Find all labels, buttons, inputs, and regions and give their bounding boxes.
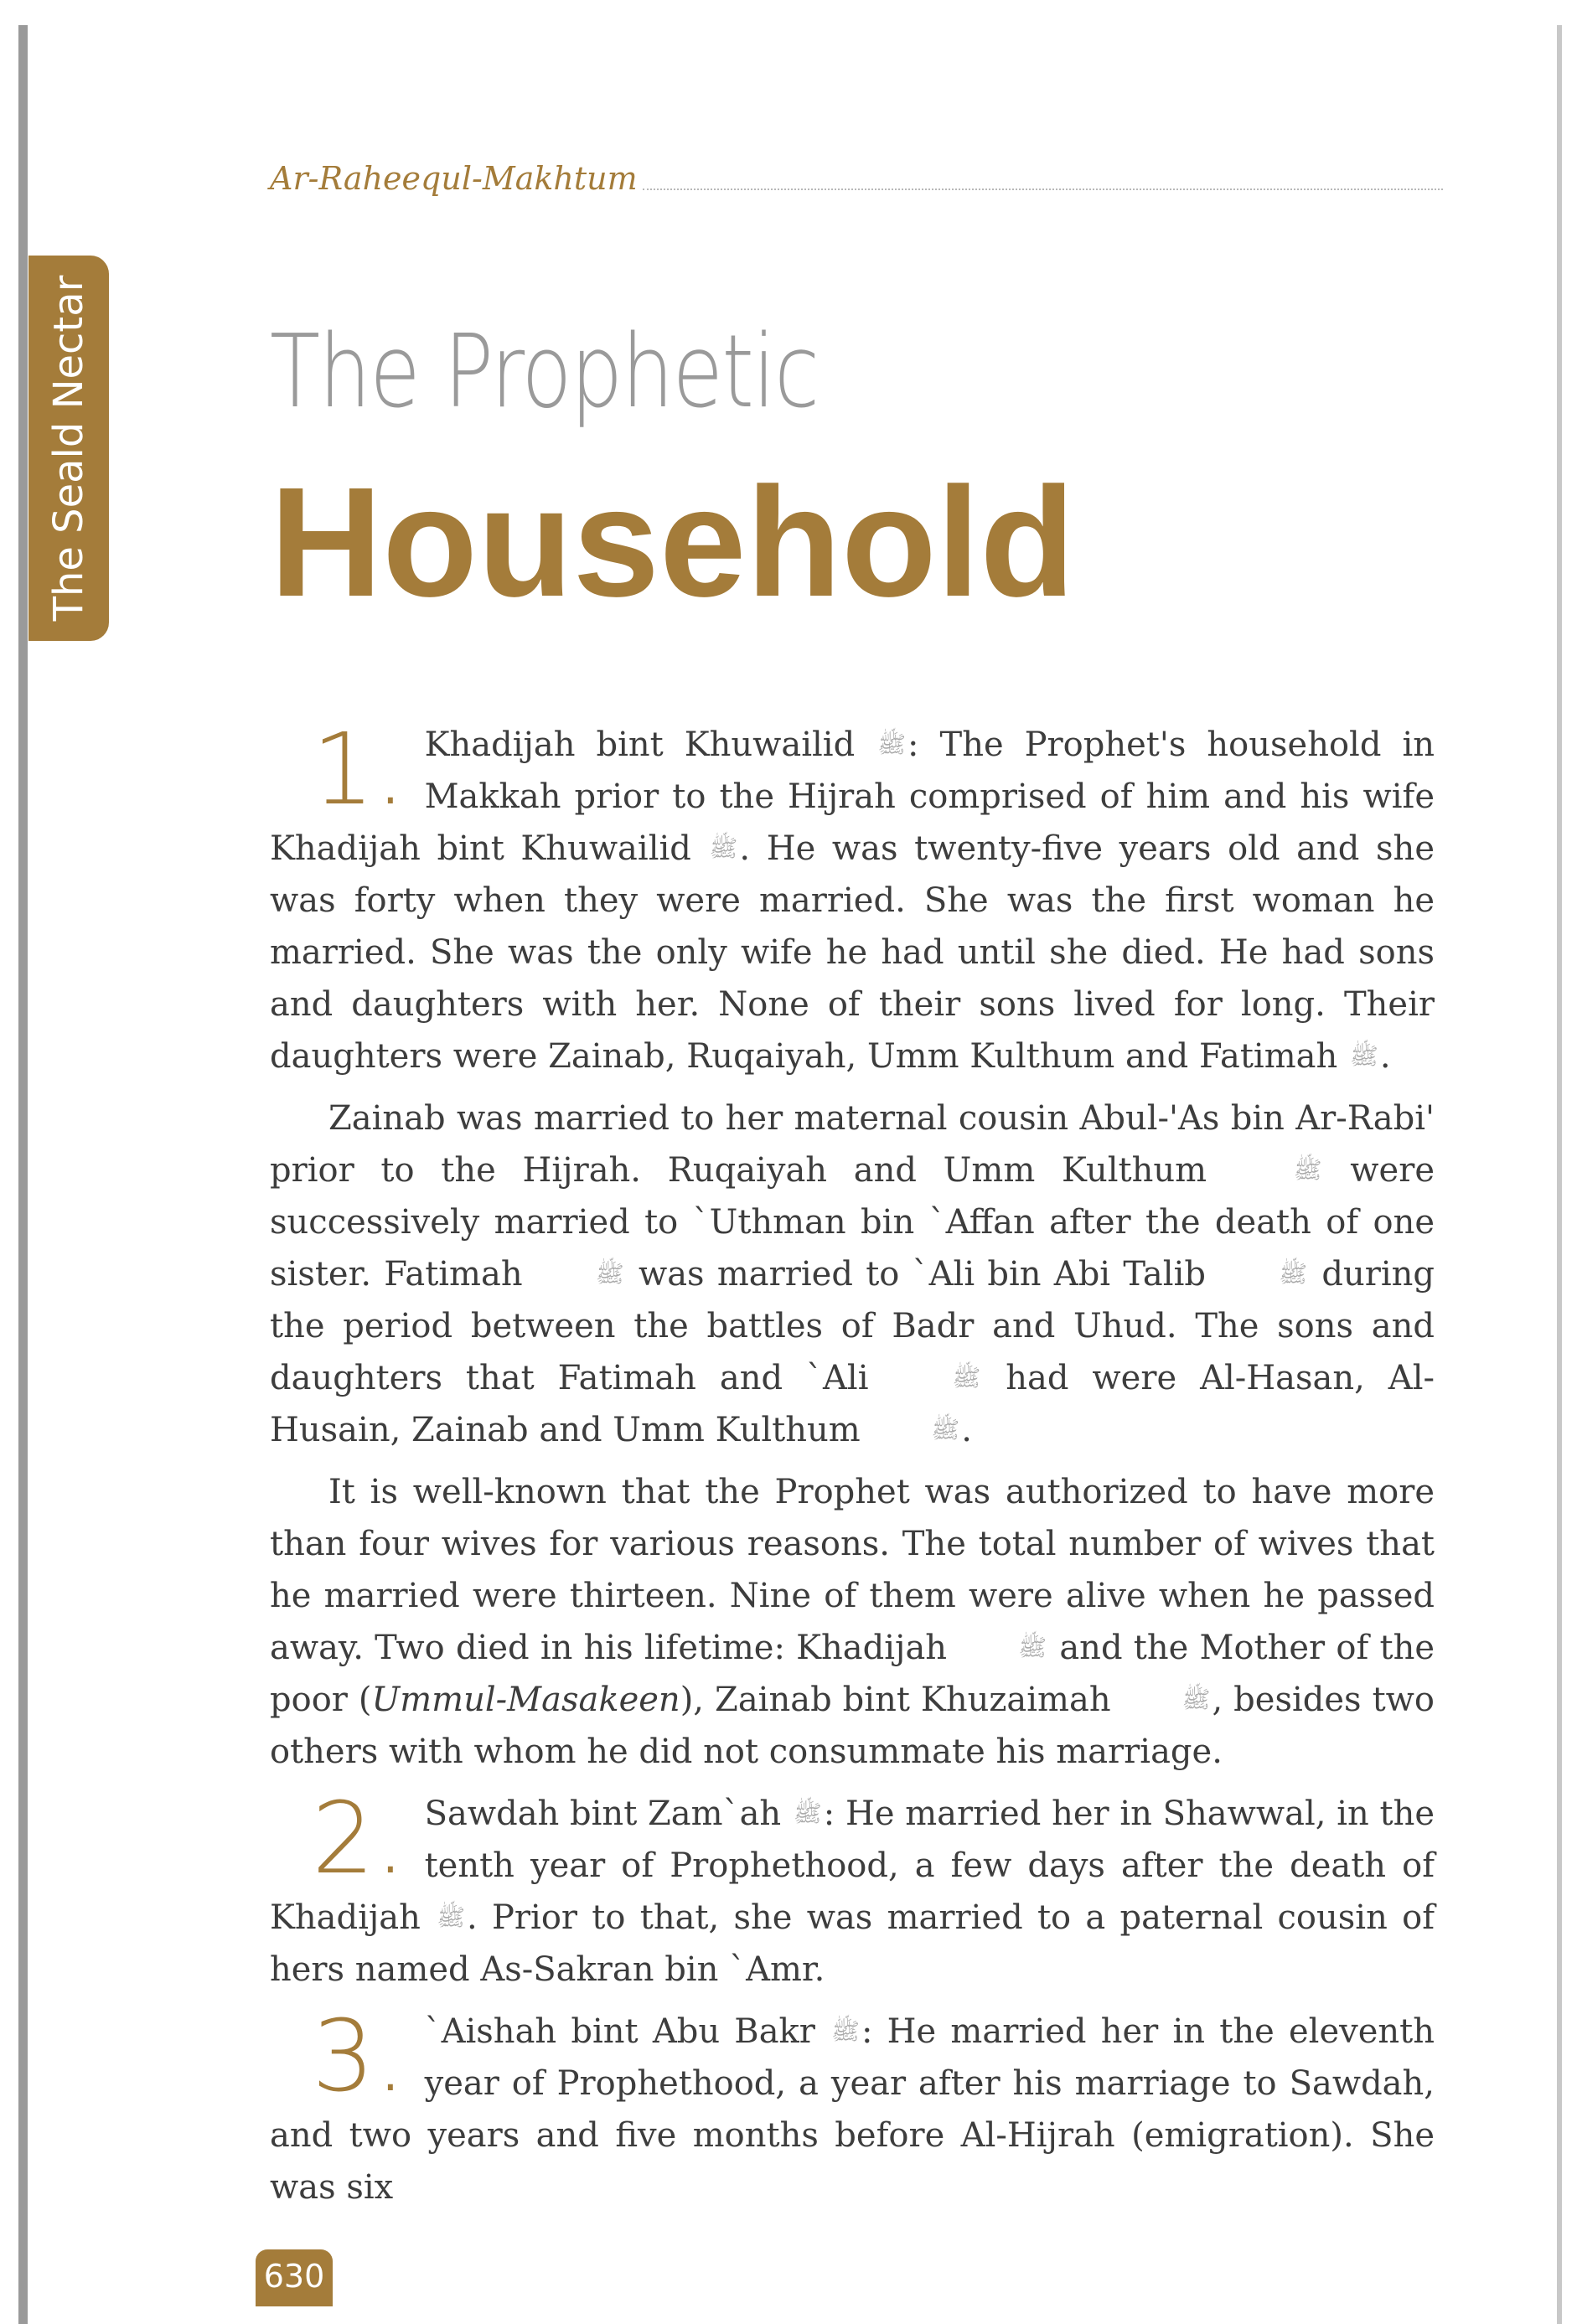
text-run: ), Zainab bint Khuzaimah [680, 1681, 1122, 1719]
honorific-icon: ﷺ [437, 1903, 466, 1931]
honorific-icon: ﷺ [931, 1416, 960, 1443]
section-number: 3. [312, 1998, 406, 2114]
honorific-icon: ﷺ [793, 1800, 822, 1827]
text-run: . He was twenty-five years old and she was forty when they were married. She was the first woman he married. She was the only wife he had until she died. He had sons and daughters with her. None of their sons lived for long. Their daughters were Zainab, Ruqaiyah, Umm Kulthum and Fatimah [270, 829, 1435, 1076]
side-tab [28, 256, 109, 641]
text-run: during the period between the battles of Badr and Uhud. The sons and daughters that Fatimah and `Ali [270, 1255, 1435, 1397]
honorific-icon: ﷺ [952, 1364, 981, 1392]
page-edge-right [1557, 25, 1562, 2324]
paragraph [270, 1466, 1435, 1778]
running-header-rule [643, 189, 1443, 190]
text-run: Khadijah bint Khuwailid [424, 726, 876, 764]
paragraph [270, 711, 1435, 1082]
paragraph [270, 1092, 1435, 1456]
honorific-icon: ﷺ [595, 1260, 624, 1288]
chapter-title-line-2: Household [270, 456, 1075, 629]
text-run: : He married her in Shawwal, in the tenth year of Prophethood, a few days after the death of Khadijah [270, 1795, 1435, 1937]
paragraph [270, 1780, 1435, 1996]
text-run: Sawdah bint Zam`ah [424, 1795, 792, 1833]
text-run: It is well-known that the Prophet was authorized to have more than four wives for various reasons. The total number of wives that he married were thirteen. Nine of them were alive when he passed away. Two died in his lifetime: Khadijah [270, 1473, 1435, 1667]
text-run: : He married her in the eleventh year of Prophethood, a year after his marriage to Sawdah, and two years and five months before Al-Hijrah (emigration). She was six [270, 2012, 1435, 2207]
section-number: 1. [312, 711, 406, 827]
running-header-title: Ar-Raheequl-Makhtum [270, 160, 638, 197]
text-run: . [961, 1411, 972, 1449]
text-run: `Aishah bint Abu Bakr [424, 2012, 830, 2051]
side-tab-label: The Seald Nectar [45, 275, 92, 622]
text-run: . [1379, 1037, 1391, 1076]
text-run: and the Mother of the poor ( [270, 1629, 1435, 1719]
page-number-underline [256, 2303, 333, 2306]
text-run: was married to `Ali bin Abi Talib [625, 1255, 1219, 1294]
honorific-icon: ﷺ [1279, 1260, 1308, 1288]
honorific-icon: ﷺ [1181, 1686, 1211, 1713]
honorific-icon: ﷺ [709, 834, 738, 862]
paragraph [270, 1998, 1435, 2213]
page-edge-left [18, 25, 28, 2324]
text-run: had were Al-Hasan, Al-Husain, Zainab and Umm Kulthum [270, 1359, 1435, 1449]
text-run: , besides two others with whom he did not consummate his marriage. [270, 1681, 1435, 1771]
honorific-icon: ﷺ [831, 2017, 860, 2045]
text-run: : The Prophet's household in Makkah prior to the Hijrah comprised of him and his wife Khadijah bint Khuwailid [270, 726, 1435, 868]
honorific-icon: ﷺ [1293, 1156, 1322, 1184]
running-header [270, 155, 1443, 197]
text-run: Zainab was married to her maternal cousin Abul-'As bin Ar-Rabi' prior to the Hijrah. Ruqaiyah and Umm Kulthum [270, 1099, 1435, 1190]
honorific-icon: ﷺ [877, 731, 907, 758]
honorific-icon: ﷺ [1018, 1634, 1047, 1661]
text-run: . Prior to that, she was married to a paternal cousin of hers named As-Sakran bin `Amr. [270, 1898, 1435, 1989]
honorific-icon: ﷺ [1349, 1042, 1378, 1070]
page-number: 630 [256, 2249, 333, 2303]
section-number: 2. [312, 1780, 406, 1896]
body-text [270, 711, 1435, 2223]
italic-text: Ummul-Masakeen [371, 1681, 680, 1719]
chapter-title-line-1: The Prophetic [270, 314, 819, 431]
text-run: were successively married to `Uthman bin `Affan after the death of one sister. Fatimah [270, 1151, 1435, 1294]
